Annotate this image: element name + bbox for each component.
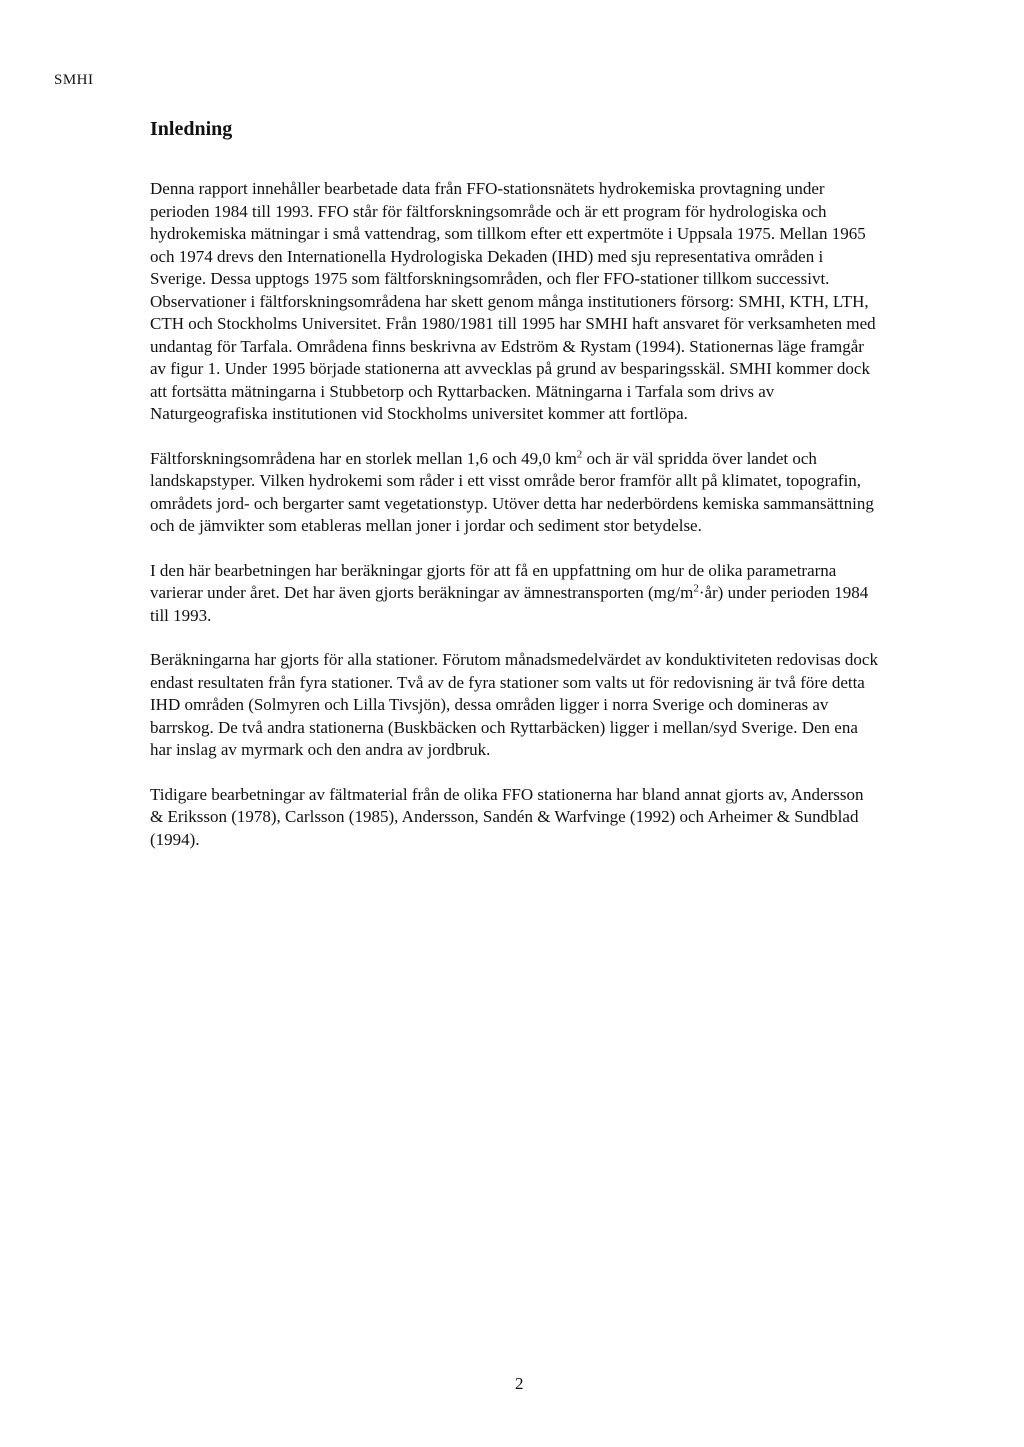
paragraph-calculations — [150, 560, 880, 628]
paragraph-area-size-text-after: och är väl spridda över landet och landskapstyper. Vilken hydrokemi som råder i ett visst område beror framför allt på klimatet, topografin, områdets jord- och bergarter samt vegetationstyp. Utöver detta har nederbördens kemiska sammansättning och de jämvikter som etableras mellan joner i jordar och sediment stor betydelse. — [150, 448, 874, 535]
page-number: 2 — [515, 1374, 524, 1393]
paragraph-previous-work: Tidigare bearbetningar av fältmaterial från de olika FFO stationerna har bland annat gjorts av, Andersson & Eriksson (1978), Carlsson (1985), Andersson, Sandén & Warfvinge (1992) och Arheimer & Sundblad (1994). — [150, 784, 864, 849]
header-org-label: SMHI — [54, 72, 94, 88]
paragraph-area-size-text-before: Fältforskningsområdena har en storlek mellan 1,6 och 49,0 km — [150, 448, 577, 468]
paragraph-stations: Beräkningarna har gjorts för alla stationer. Förutom månadsmedelvärdet av konduktiviteten redovisas dock endast resultaten från fyra stationer. Två av de fyra stationer som valts ut för redovisning är två före detta IHD områden (Solmyren och Lilla Tivsjön), dessa områden ligger i norra Sverige och domineras av barrskog. De två andra stationerna (Buskbäcken och Ryttarbäcken) ligger i mellan/syd Sverige. Den ena har inslag av myrmark och den andra av jordbruk. — [150, 650, 878, 759]
paragraph-intro: Denna rapport innehåller bearbetade data från FFO-stationsnätets hydrokemiska provtagning under perioden 1984 till 1993. FFO står för fältforskningsområde och är ett program för hydrologiska och hydrokemiska mätningar i små vattendrag, som tillkom efter ett expertmöte i Uppsala 1975. Mellan 1965 och 1974 drevs den Internationella Hydrologiska Dekaden (IHD) med sju representativa områden i Sverige. Dessa upptogs 1975 som fältforskningsområden, och fler FFO-stationer tillkom successivt. Observationer i fältforskningsområdena har skett genom många institutioners försorg: SMHI, KTH, LTH, CTH och Stockholms Universitet. Från 1980/1981 till 1995 har SMHI haft ansvaret för verksamheten med undantag för Tarfala. Områdena finns beskrivna av Edström & Rystam (1994). Stationernas läge framgår av figur 1. Under 1995 började stationerna att avvecklas på grund av besparingsskäl. SMHI kommer dock att fortsätta mätningarna i Stubbetorp och Ryttarbacken. Mätningarna i Tarfala som drivs av Naturgeografiska institutionen vid Stockholms universitet kommer att fortlöpa. — [150, 179, 876, 423]
paragraph-area-size — [150, 448, 880, 538]
superscript-square: 2 — [576, 447, 583, 460]
paragraph-calculations-text-before: I den här bearbetningen har beräkningar gjorts för att få en uppfattning om hur de olika parametrarna varierar under året. Det har även gjorts beräkningar av ämnestransporten (mg/m — [150, 560, 837, 602]
section-title: Inledning — [150, 118, 233, 140]
paragraph-calculations-text-after: ·år) under perioden 1984 till 1993. — [150, 583, 869, 625]
superscript-square: 2 — [693, 582, 699, 595]
body-text — [150, 178, 880, 873]
